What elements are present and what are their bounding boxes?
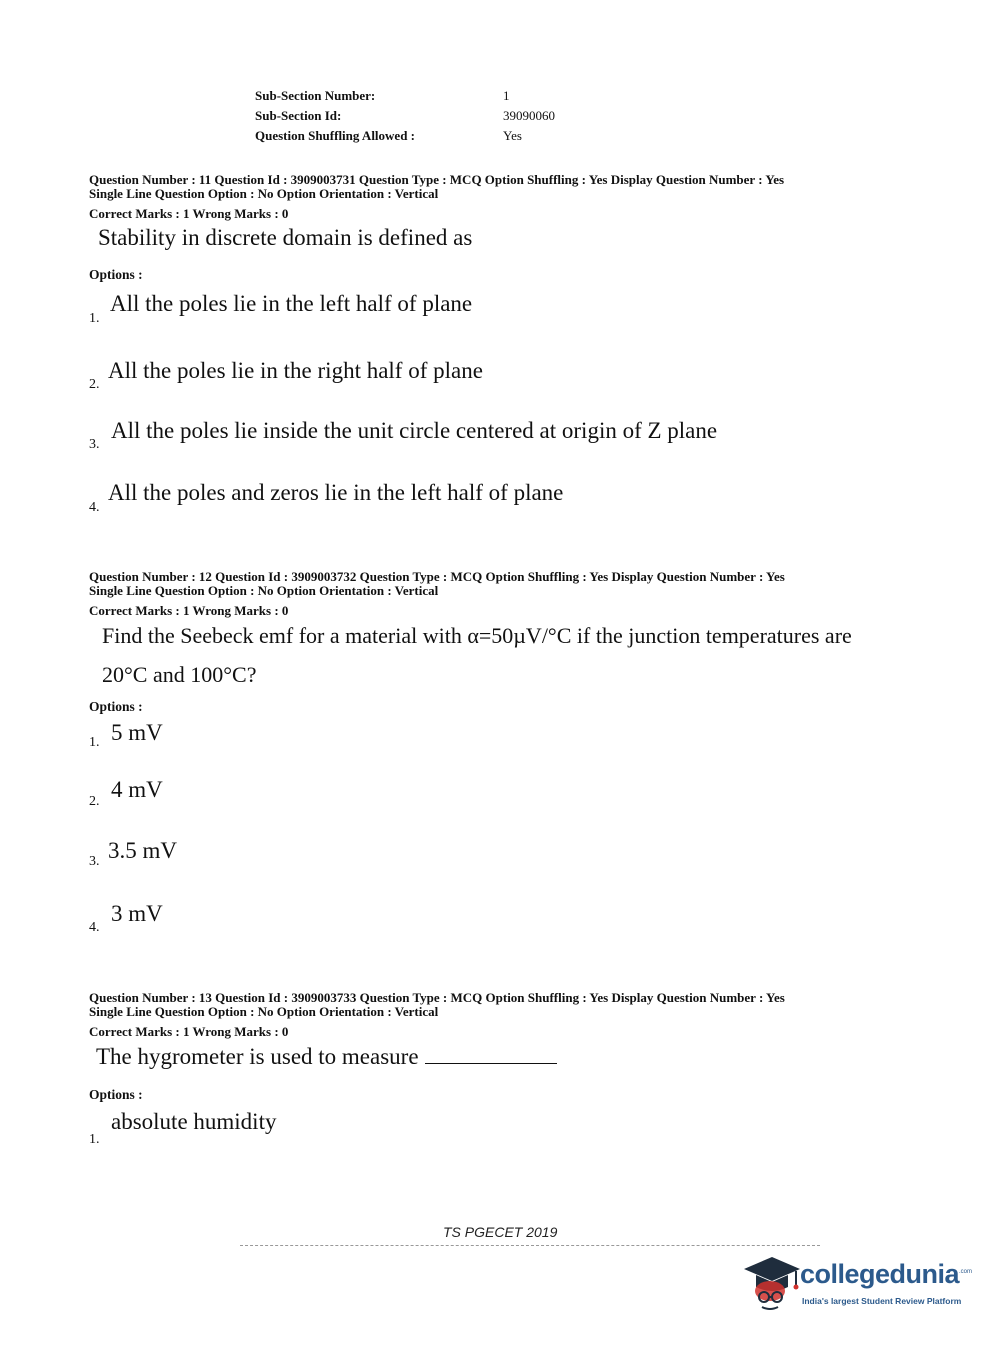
brand-tagline: India's largest Student Review Platform	[802, 1296, 962, 1306]
question-meta-line2: Single Line Question Option : No Option Orientation : Vertical	[89, 186, 439, 201]
question-text-continued: 20°C and 100°C?	[102, 662, 257, 687]
option-number: 1.	[89, 1132, 100, 1147]
options-label: Options :	[89, 267, 143, 282]
brand-suffix: .com	[959, 1269, 973, 1275]
subsection-number-value: 1	[503, 88, 510, 103]
option-text: All the poles and zeros lie in the left half of plane	[108, 480, 564, 505]
question-meta-line1: Question Number : 12 Question Id : 3909003732 Question Type : MCQ Option Shuffling : Yes Display Question Number : Yes	[89, 569, 785, 584]
question-text-row	[96, 1044, 557, 1070]
option-number: 1.	[89, 311, 100, 326]
option-number: 1.	[89, 735, 100, 750]
subsection-shuffle-label: Question Shuffling Allowed :	[255, 128, 416, 143]
option-text: All the poles lie inside the unit circle centered at origin of Z plane	[111, 418, 718, 443]
option-number: 3.	[89, 437, 100, 452]
question-marks: Correct Marks : 1 Wrong Marks : 0	[89, 206, 289, 221]
option-text: absolute humidity	[111, 1109, 277, 1134]
option-number: 4.	[89, 500, 100, 515]
question-meta-line1: Question Number : 11 Question Id : 3909003731 Question Type : MCQ Option Shuffling : Yes Display Question Number : Yes	[89, 172, 785, 187]
option-text: 4 mV	[111, 777, 163, 802]
option-text: 3.5 mV	[108, 838, 177, 863]
question-text: The hygrometer is used to measure	[96, 1044, 419, 1069]
option-number: 3.	[89, 854, 100, 869]
brand-name: collegedunia	[800, 1259, 960, 1289]
options-label: Options :	[89, 699, 143, 714]
question-text: Stability in discrete domain is defined as	[98, 225, 473, 250]
subsection-shuffle-value: Yes	[503, 128, 522, 143]
subsection-number-label: Sub-Section Number:	[255, 88, 376, 103]
subsection-id-label: Sub-Section Id:	[255, 108, 342, 123]
options-label: Options :	[89, 1087, 143, 1102]
subsection-id-value: 39090060	[503, 108, 555, 123]
option-number: 2.	[89, 377, 100, 392]
footer-divider	[240, 1245, 820, 1246]
collegedunia-logo[interactable]	[740, 1245, 980, 1315]
option-number: 4.	[89, 920, 100, 935]
graduate-cap-icon	[740, 1247, 802, 1311]
option-text: 5 mV	[111, 720, 163, 745]
question-meta-line2: Single Line Question Option : No Option Orientation : Vertical	[89, 583, 439, 598]
question-meta-line1: Question Number : 13 Question Id : 3909003733 Question Type : MCQ Option Shuffling : Yes Display Question Number : Yes	[89, 990, 785, 1005]
option-number: 2.	[89, 794, 100, 809]
question-text: Find the Seebeck emf for a material with α=50µV/°C if the junction temperatures are	[102, 623, 852, 648]
question-marks: Correct Marks : 1 Wrong Marks : 0	[89, 603, 289, 618]
question-marks: Correct Marks : 1 Wrong Marks : 0	[89, 1024, 289, 1039]
question-meta-line2: Single Line Question Option : No Option Orientation : Vertical	[89, 1004, 439, 1019]
option-text: All the poles lie in the right half of plane	[108, 358, 483, 383]
option-text: All the poles lie in the left half of plane	[110, 291, 473, 316]
footer-exam-title: TS PGECET 2019	[443, 1224, 558, 1240]
option-text: 3 mV	[111, 901, 163, 926]
answer-blank	[425, 1045, 557, 1064]
